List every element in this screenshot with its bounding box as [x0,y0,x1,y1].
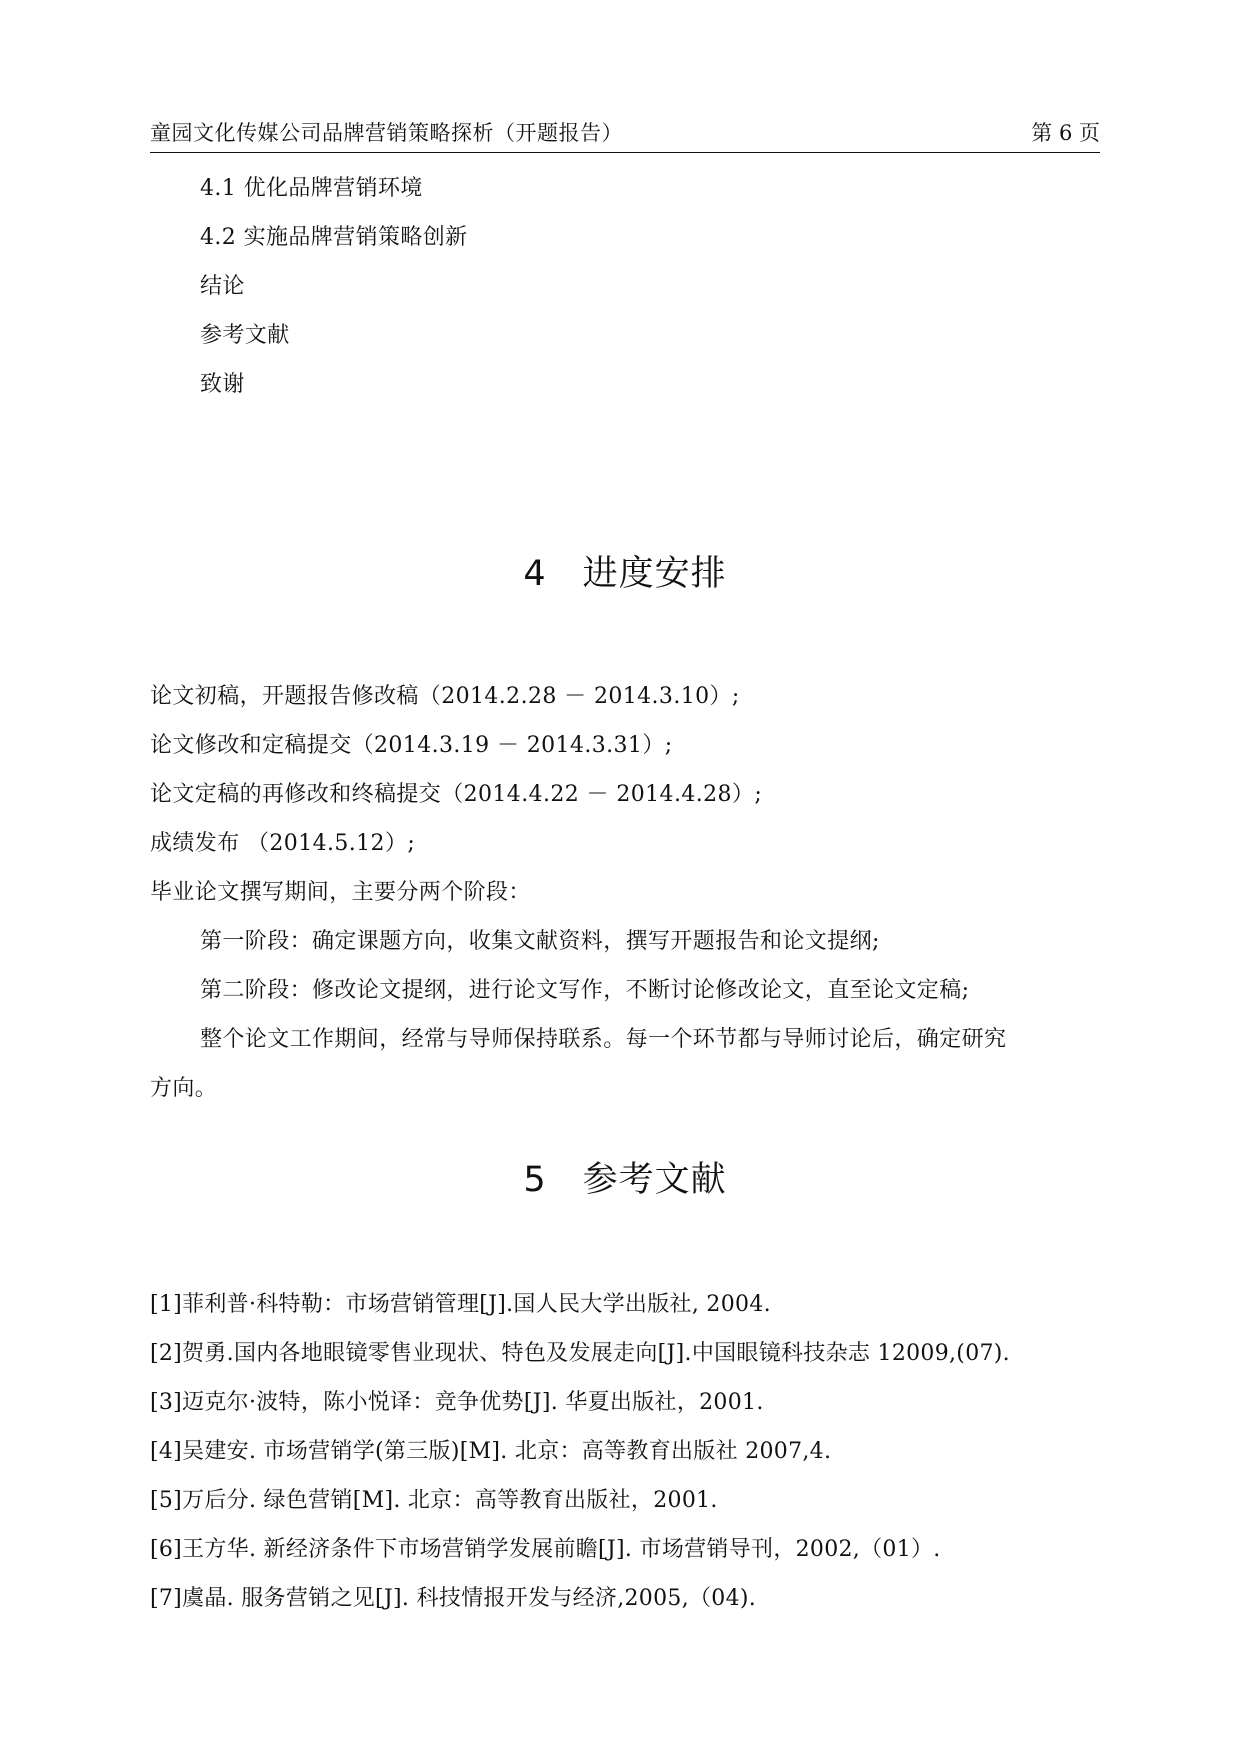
reference-item: [6]王方华. 新经济条件下市场营销学发展前瞻[J]. 市场营销导刊，2002,（01）. [150,1537,941,1562]
toc-item: 结论 [200,274,245,299]
toc-item: 4.1 优化品牌营销环境 [200,176,423,201]
reference-item: [1]菲利普·科特勒：市场营销管理[J].国人民大学出版社, 2004. [150,1292,771,1317]
reference-item: [2]贺勇.国内各地眼镜零售业现状、特色及发展走向[J].中国眼镜科技杂志 12009,(07). [150,1341,1010,1366]
reference-item: [5]万后分. 绿色营销[M]. 北京：高等教育出版社，2001. [150,1488,718,1513]
schedule-item: 论文初稿，开题报告修改稿（2014.2.28 － 2014.3.10）; [150,684,740,709]
phase-item: 第一阶段：确定课题方向，收集文献资料，撰写开题报告和论文提纲; [200,929,880,954]
schedule-item: 论文定稿的再修改和终稿提交（2014.4.22 － 2014.4.28）; [150,782,763,807]
toc-item: 4.2 实施品牌营销策略创新 [200,225,468,250]
closing-paragraph: 整个论文工作期间，经常与导师保持联系。每一个环节都与导师讨论后，确定研究 [200,1027,1007,1052]
schedule-item: 成绩发布 （2014.5.12）; [150,831,416,856]
schedule-item: 毕业论文撰写期间，主要分两个阶段： [150,880,531,905]
section-heading-schedule: 4 进度安排 [523,554,727,594]
reference-item: [7]虞晶. 服务营销之见[J]. 科技情报开发与经济,2005,（04). [150,1586,757,1611]
schedule-item: 论文修改和定稿提交（2014.3.19 － 2014.3.31）; [150,733,673,758]
document-title: 童园文化传媒公司品牌营销策略探析（开题报告） [150,121,623,145]
toc-item: 致谢 [200,372,245,397]
page-header [150,118,1100,153]
reference-item: [3]迈克尔·波特，陈小悦译：竞争优势[J]. 华夏出版社，2001. [150,1390,764,1415]
closing-paragraph-continued: 方向。 [150,1076,218,1101]
phase-item: 第二阶段：修改论文提纲，进行论文写作，不断讨论修改论文，直至论文定稿; [200,978,970,1003]
toc-item: 参考文献 [200,323,290,348]
reference-item: [4]吴建安. 市场营销学(第三版)[M]. 北京：高等教育出版社 2007,4. [150,1439,832,1464]
section-heading-references: 5 参考文献 [523,1160,727,1200]
page-number: 第 6 页 [1031,121,1100,145]
